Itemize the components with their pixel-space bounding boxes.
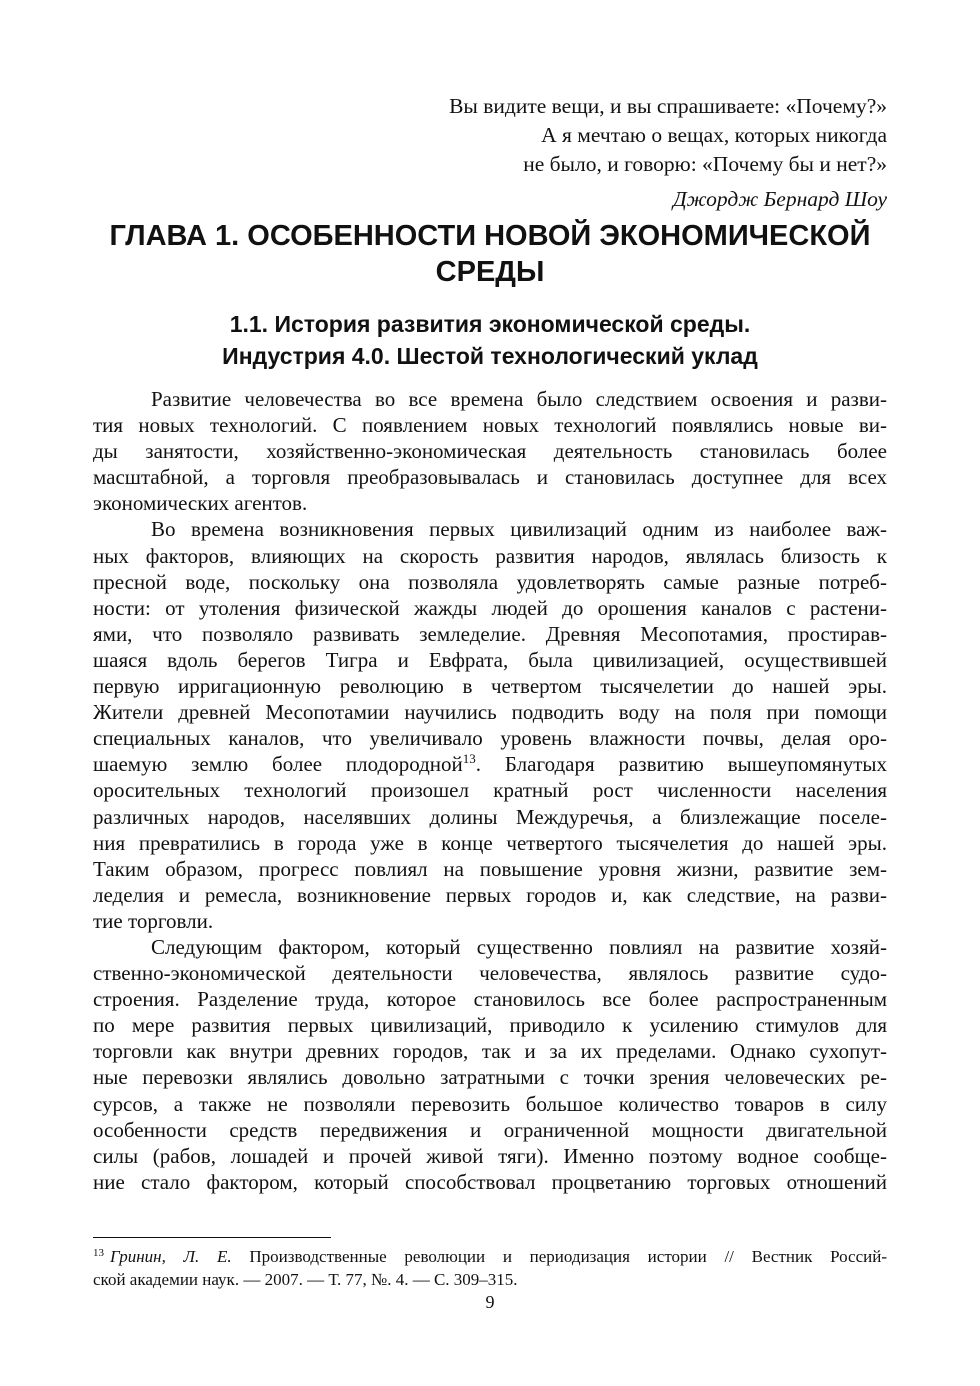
text-line: экономических агентов. [93, 491, 308, 516]
footnote [93, 1246, 887, 1291]
chapter-title-line: ГЛАВА 1. ОСОБЕННОСТИ НОВОЙ ЭКОНОМИЧЕСКОЙ [109, 220, 871, 252]
text-line: силы (рабов, лошадей и прочей живой тяги). Именно поэтому водное сообще- [93, 1143, 887, 1168]
text-line: Таким образом, прогресс повлиял на повышение уровня жизни, развитие зем- [93, 856, 887, 881]
text-line: торговли как внутри древних городов, так и за их пределами. Однако сухопут- [93, 1039, 887, 1064]
text-fragment: . Благодаря развитию вышеупомянутых [475, 752, 887, 777]
text-line: ных факторов, влияющих на скорость развития народов, являлась близость к [93, 543, 887, 568]
text-line: различных народов, населявших долины Междуречья, а близлежащие поселе- [93, 804, 887, 829]
text-line-with-footnote-ref [93, 751, 887, 777]
text-line: ями, что позволяло развивать земледелие. Древняя Месопотамия, простирав- [93, 621, 887, 646]
chapter-title-line: СРЕДЫ [435, 256, 545, 288]
text-line: тие торговли. [93, 908, 214, 933]
footnote-mark: 13 [93, 1247, 104, 1259]
text-line: по мере развития первых цивилизаций, приводило к усилению стимулов для [93, 1013, 887, 1038]
page-number: 9 [485, 1292, 495, 1312]
footnote-divider [93, 1237, 331, 1238]
epigraph-line: А я мечтаю о вещах, которых никогда [541, 123, 887, 147]
epigraph-line: не было, и говорю: «Почему бы и нет?» [523, 152, 887, 176]
footnote-text: Производственные революции и периодизация истории // Вестник Россий- [231, 1247, 887, 1266]
text-line: пресной воде, поскольку она позволяла удовлетворять самые разные потреб- [93, 569, 887, 594]
footnote-line: ской академии наук. — 2007. — Т. 77, №. 4. — С. 309–315. [93, 1269, 518, 1289]
paragraph [93, 386, 887, 516]
epigraph-line: Вы видите вещи, и вы спрашиваете: «Почему?» [449, 94, 887, 118]
section-title-line: Индустрия 4.0. Шестой технологический уклад [222, 343, 758, 369]
epigraph-author: Джордж Бернард Шоу [672, 187, 887, 211]
text-line: ные перевозки являлись довольно затратными с точки зрения человеческих ре- [93, 1065, 887, 1090]
text-line: шаяся вдоль берегов Тигра и Евфрата, была цивилизацией, осуществившей [93, 647, 887, 672]
text-line: ности: от утоления физической жажды людей до орошения каналов с растени- [93, 595, 887, 620]
text-line: ние стало фактором, который способствовал процветанию торговых отношений [93, 1169, 887, 1194]
footnote-author: Гринин, Л. Е. [110, 1247, 232, 1266]
section-title [60, 308, 920, 372]
text-line: сурсов, а также не позволяли перевозить большое количество товаров в силу [93, 1091, 887, 1116]
section-title-line: 1.1. История развития экономической среды. [229, 311, 751, 337]
text-line: Следующим фактором, который существенно повлиял на развитие хозяй- [151, 934, 887, 959]
chapter-title [60, 218, 920, 290]
text-fragment: шаемую землю более плодородной [93, 752, 463, 777]
text-line: оросительных технологий произошел кратный рост численности населения [93, 778, 887, 803]
paragraph [93, 516, 887, 934]
body-text [93, 386, 887, 1195]
text-line: ды занятости, хозяйственно-экономическая деятельность становилась более [93, 439, 887, 464]
text-line: Жители древней Месопотамии научились подводить воду на поля при помощи [93, 700, 887, 725]
text-line: тия новых технологий. С появлением новых технологий появлялись новые ви- [93, 413, 887, 438]
text-line: первую ирригационную революцию в четвертом тысячелетии до нашей эры. [93, 674, 887, 699]
paragraph [93, 934, 887, 1195]
text-line: Развитие человечества во все времена было следствием освоения и разви- [151, 387, 887, 411]
text-line: особенности средств передвижения и ограниченной мощности двигательной [93, 1117, 887, 1142]
text-line: ственно-экономической деятельности человечества, являлось развитие судо- [93, 961, 887, 986]
text-line: специальных каналов, что увеличивало уровень влажности почвы, делая оро- [93, 726, 887, 751]
text-line: Во времена возникновения первых цивилизаций одним из наиболее важ- [151, 517, 887, 542]
text-line: леделия и ремесла, возникновение первых городов и, как следствие, на разви- [93, 882, 887, 907]
text-line: ния превратились в города уже в конце четвертого тысячелетия до нашей эры. [93, 830, 887, 855]
epigraph [287, 92, 887, 214]
text-line: строения. Разделение труда, которое становилось все более распространенным [93, 987, 887, 1012]
footnote-line [93, 1246, 887, 1269]
text-line: масштабной, а торговля преобразовывалась и становилась доступнее для всех [93, 465, 887, 490]
footnote-reference[interactable]: 13 [462, 751, 476, 767]
